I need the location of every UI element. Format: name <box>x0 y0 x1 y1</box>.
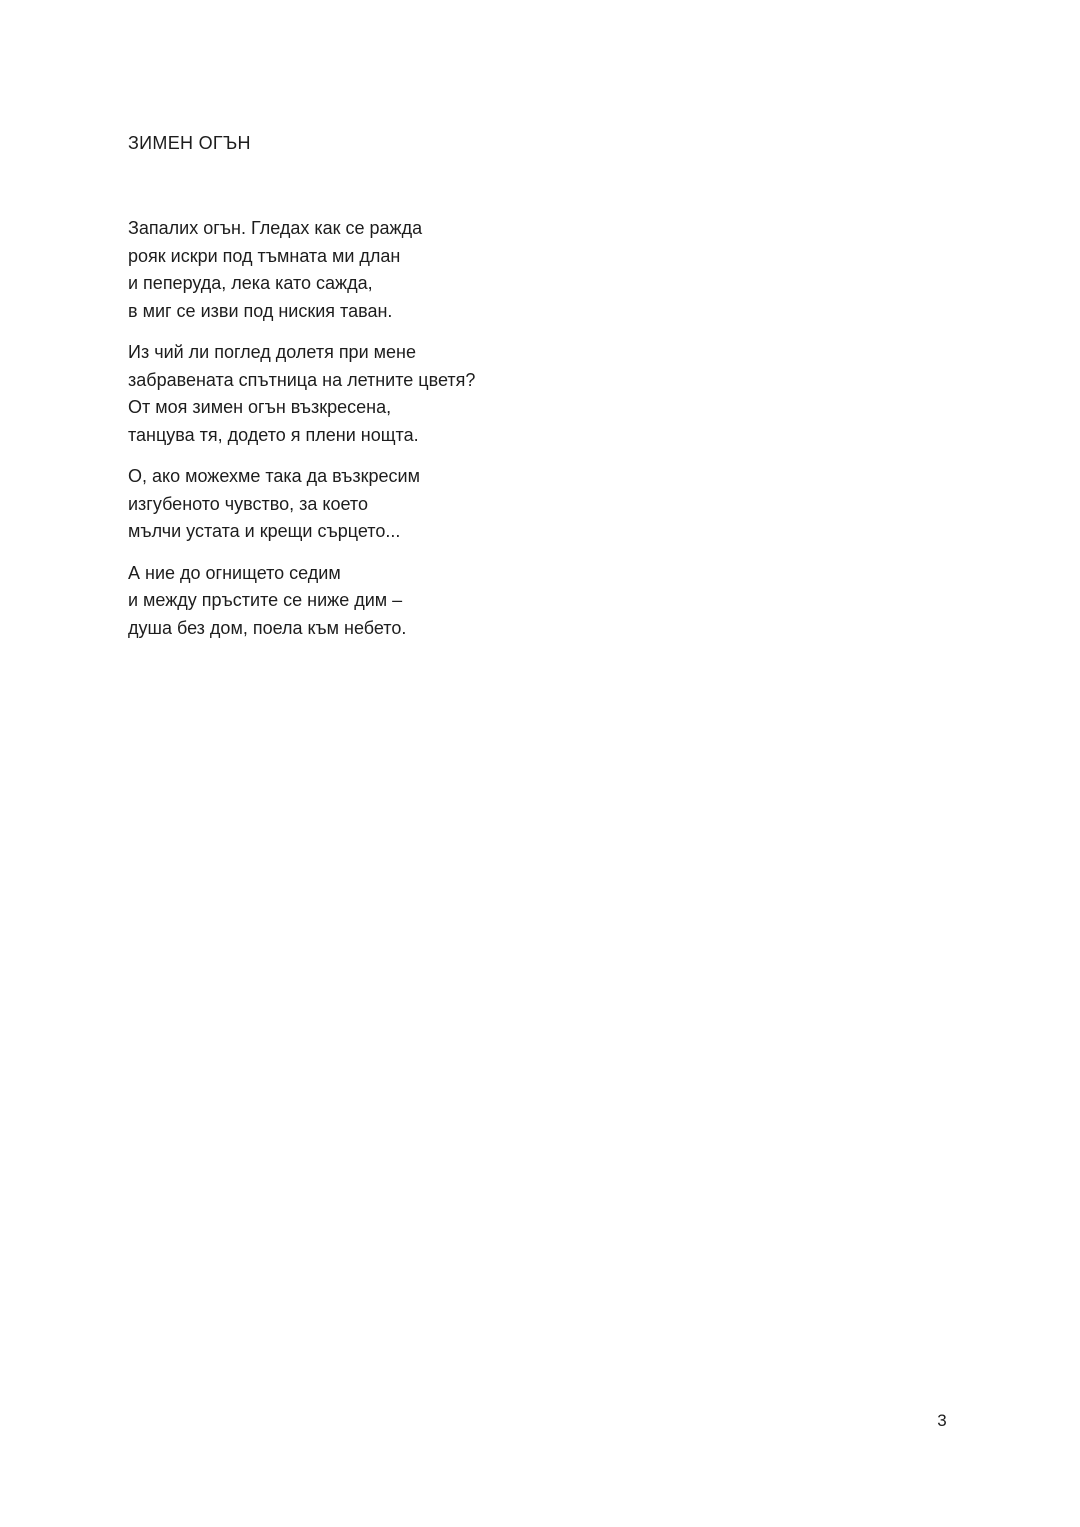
poem-line: О, ако можехме така да възкресим <box>128 466 420 486</box>
poem-line: и между пръстите се ниже дим – <box>128 590 403 610</box>
poem-line: От моя зимен огън възкресена, <box>128 397 392 417</box>
poem-line: забравената спътница на летните цветя? <box>128 369 476 390</box>
poem-line: и пеперуда, лека като сажда, <box>128 273 373 293</box>
poem-line: Из чий ли поглед долетя при мене <box>128 342 416 362</box>
poem-line: в миг се изви под ниския таван. <box>128 300 393 321</box>
poem-body <box>128 215 960 642</box>
poem-line: душа без дом, поела към небето. <box>128 617 407 638</box>
page-number: 3 <box>937 1411 947 1430</box>
poem-stanza <box>128 215 960 325</box>
poem-line: А ние до огнището седим <box>128 562 341 583</box>
poem-line: мълчи устата и крещи сърцето... <box>128 521 401 541</box>
poem-stanza <box>128 463 960 546</box>
poem-line: рояк искри под тъмната ми длан <box>128 245 401 266</box>
poem-line: танцува тя, додето я плени нощта. <box>128 424 419 445</box>
poem-stanza <box>128 339 960 449</box>
page-content <box>0 0 1080 642</box>
poem-line: изгубеното чувство, за което <box>128 493 368 514</box>
poem-stanza <box>128 560 960 643</box>
poem-line: Запалих огън. Гледах как се ражда <box>128 218 423 238</box>
poem-title: ЗИМЕН ОГЪН <box>128 133 251 153</box>
